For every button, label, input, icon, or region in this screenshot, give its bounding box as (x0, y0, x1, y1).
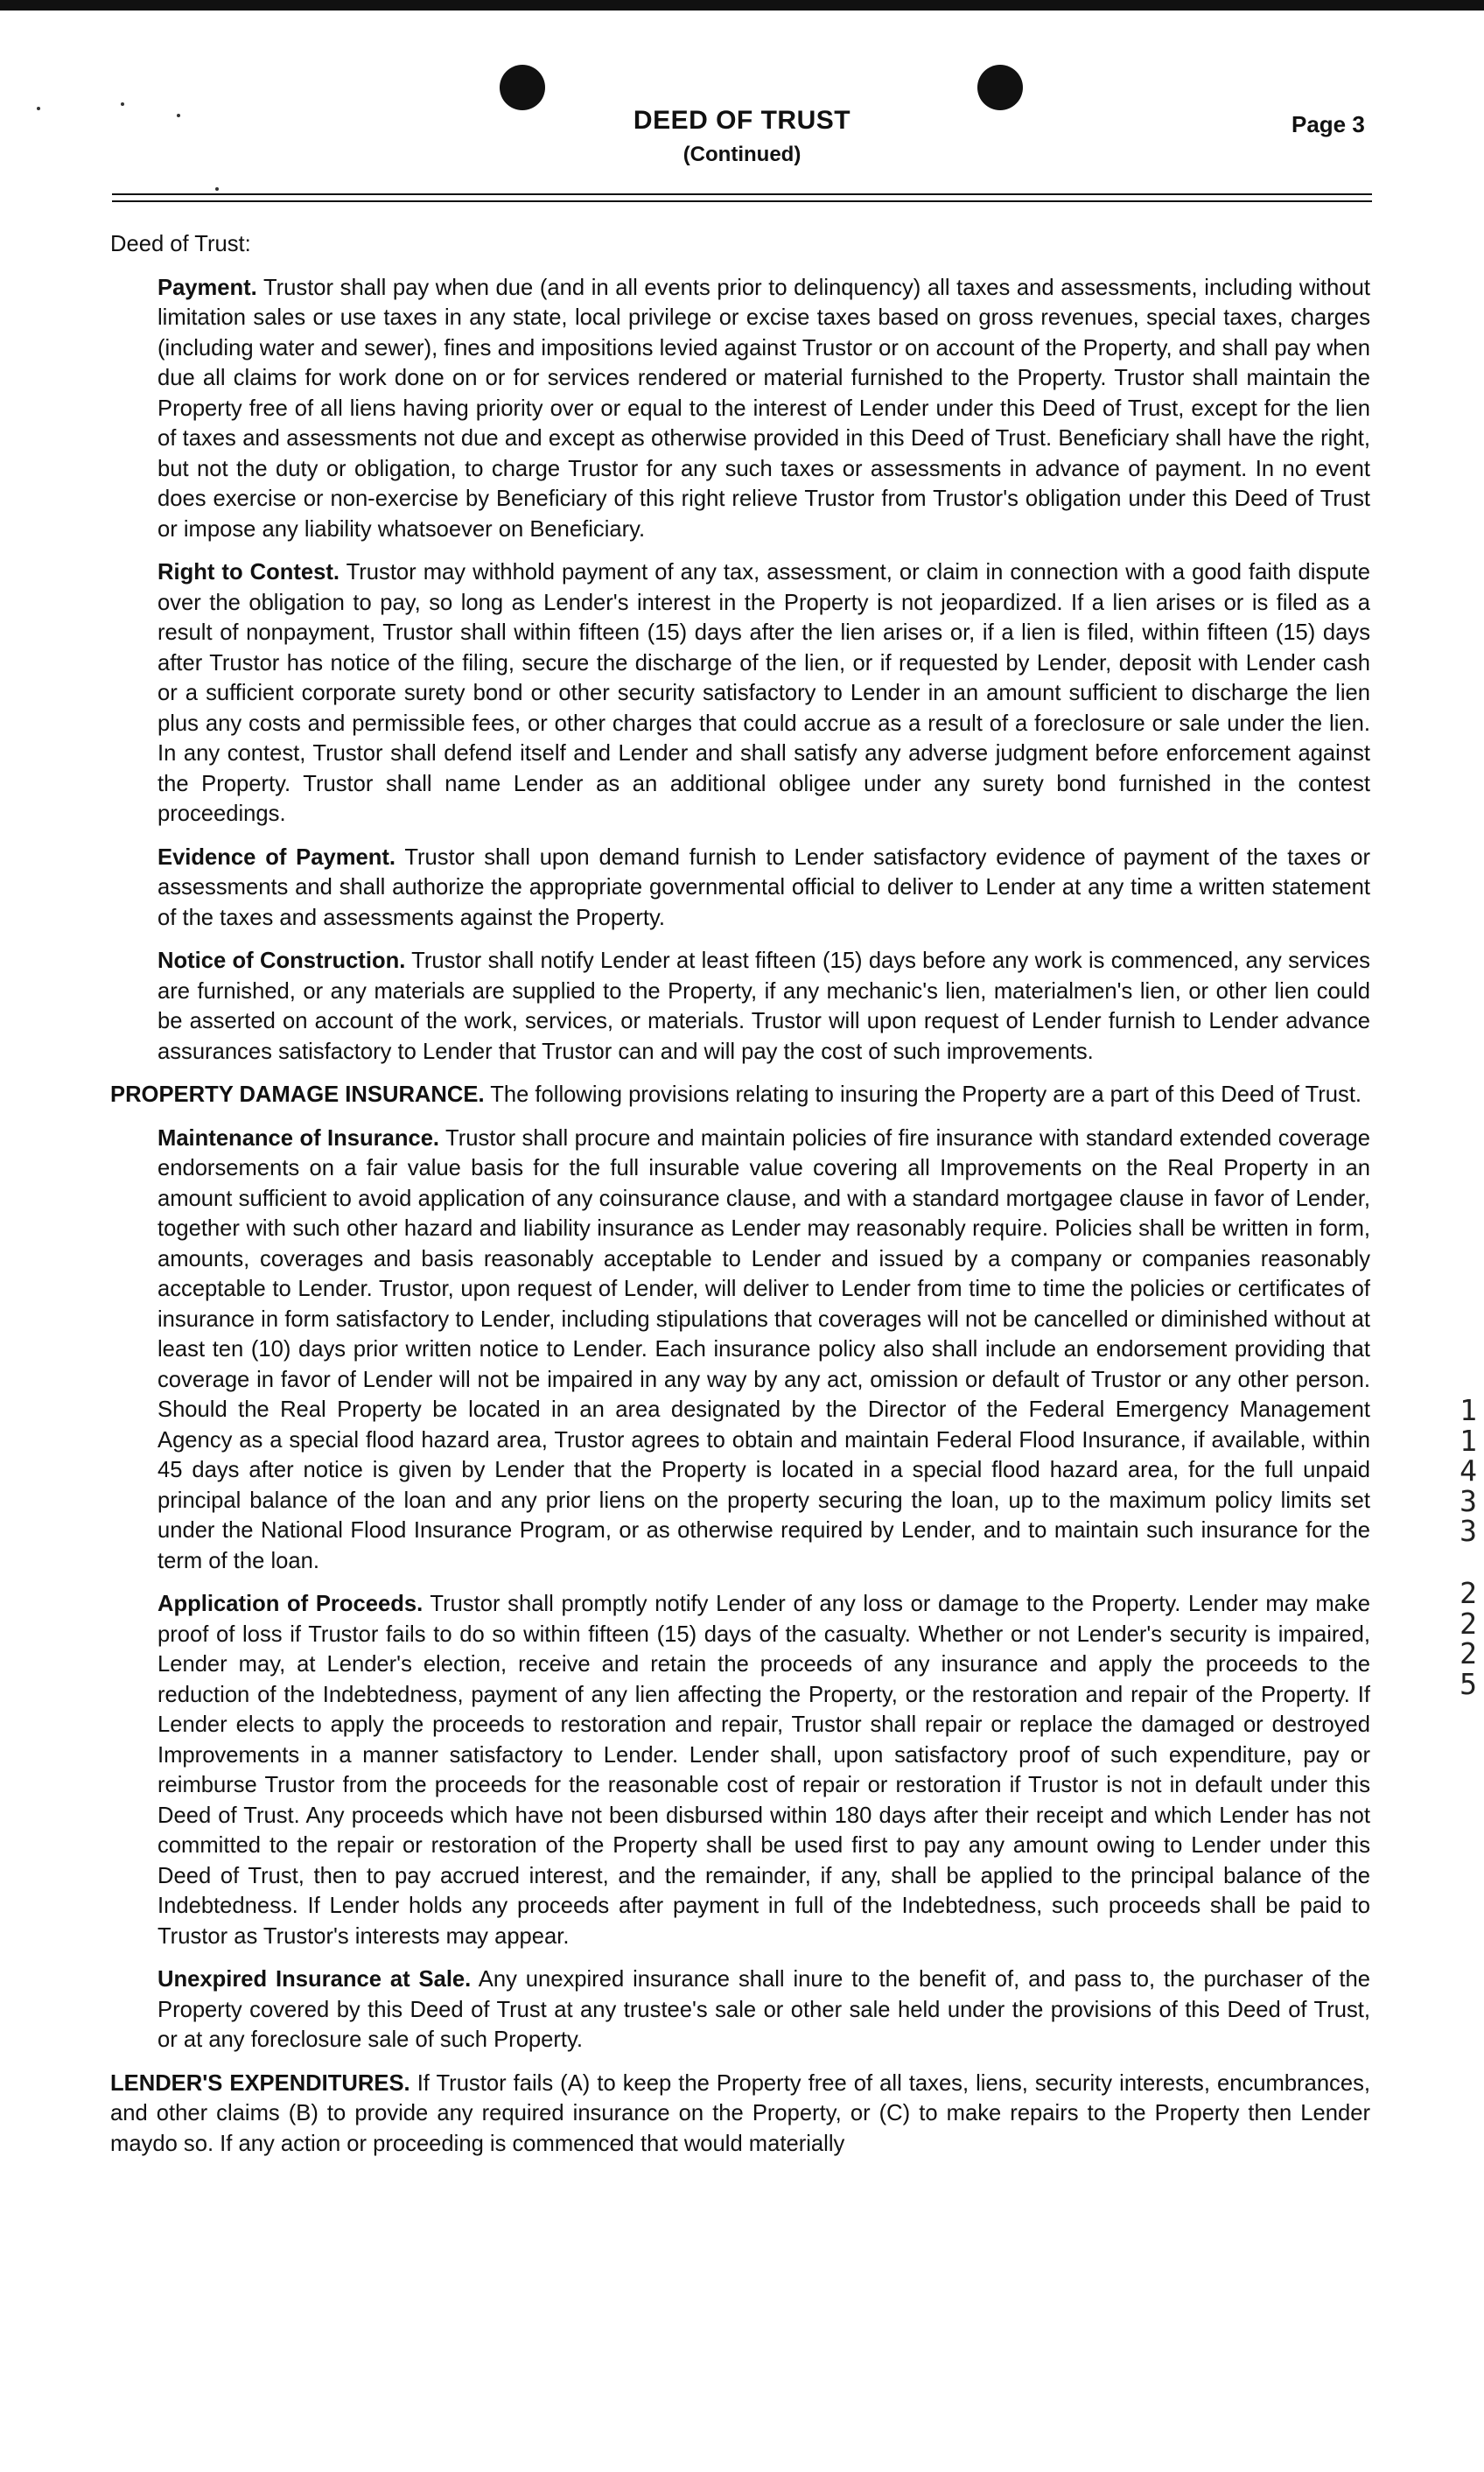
lenders-expenditures-heading: LENDER'S EXPENDITURES. (110, 2070, 410, 2096)
margin-digit: 2 (1460, 1575, 1477, 1610)
application-of-proceeds-heading: Application of Proceeds. (158, 1592, 424, 1616)
margin-digit: 5 (1460, 1666, 1477, 1701)
margin-digit: 1 (1460, 1393, 1477, 1427)
evidence-of-payment-text: Trustor shall upon demand furnish to Lender satisfactory evidence of payment of the taxes or assessments and shall authorize the appropriate governmental official to deliver to Lender at any time a written statement of the taxes and assessments against the Property. (158, 844, 1370, 930)
page-number: Page 3 (1292, 111, 1365, 137)
notice-of-construction-heading: Notice of Construction. (158, 949, 406, 973)
unexpired-insurance-paragraph (158, 1964, 1370, 2055)
notice-of-construction-text: Trustor shall notify Lender at least fifteen (15) days before any work is commenced, any services are furnished, or any materials are supplied to the Property, if any mechanic's lien, materialmen's lien, or other lien could be asserted on account of the work, services, or materials. Trustor will upon request of Lender furnish to Lender advance assurances satisfactory to Lender that Trustor can and will pay the cost of such improvements. (158, 949, 1370, 1064)
payment-paragraph (158, 273, 1370, 545)
property-damage-insurance-text: The following provisions relating to insuring the Property are a part of this Deed of Trust. (490, 1082, 1362, 1107)
application-of-proceeds-text: Trustor shall promptly notify Lender of any loss or damage to the Property. Lender may make proof of loss if Trustor fails to do so within fifteen (15) days of the casualty. Whether or not Lender's security is impaired, Lender may, at Lender's election, receive and retain the proceeds of any insurance and apply the proceeds to the reduction of the Indebtedness, payment of any lien affecting the Property, or the restoration and repair of the Property. If Lender elects to apply the proceeds to restoration and repair, Trustor shall repair or replace the damaged or destroyed Improvements in a manner satisfactory to Lender. Lender shall, upon satisfactory proof of such expenditure, pay or reimburse Trustor from the proceeds for the reasonable cost of repair or restoration if Trustor is not in default under this Deed of Trust. Any proceeds which have not been disbursed within 180 days after their receipt and which Lender has not committed to the repair or restoration of the Property shall be used first to pay any amount owing to Lender under this Deed of Trust, then to pay accrued interest, and the remainder, if any, shall be applied to the principal balance of the Indebtedness. If Lender holds any proceeds after payment in full of the Indebtedness, such proceeds shall be paid to Trustor as Trustor's interests may appear. (158, 1592, 1370, 1949)
evidence-of-payment-paragraph (158, 843, 1370, 934)
intro-line: Deed of Trust: (110, 232, 251, 256)
document-subtitle: (Continued) (682, 143, 802, 166)
margin-digit: 2 (1460, 1636, 1477, 1671)
margin-document-number (1458, 1393, 1479, 1701)
right-to-contest-paragraph (158, 557, 1370, 830)
right-to-contest-text: Trustor may withhold payment of any tax, assessment, or claim in connection with a good faith dispute over the obligation to pay, so long as Lender's interest in the Property is not jeopardized. If a lien arises or is filed as a result of nonpayment, Trustor shall within fifteen (15) days after the lien arises or, if a lien is filed, within fifteen (15) days after Trustor has notice of the filing, secure the discharge of the lien, or if requested by Lender, deposit with Lender cash or a sufficient corporate surety bond or other security satisfactory to Lender in an amount sufficient to discharge the lien plus any costs and permissible fees, or other charges that could accrue as a result of a foreclosure or sale under the lien. In any contest, Trustor shall defend itself and Lender and shall satisfy any adverse judgment before enforcement against the Property. Trustor shall name Lender as an additional obligee under any surety bond furnished in the contest proceedings. (158, 560, 1370, 826)
property-damage-insurance-heading: PROPERTY DAMAGE INSURANCE. (110, 1082, 485, 1107)
document-body (110, 229, 1370, 2159)
evidence-of-payment-heading: Evidence of Payment. (158, 844, 396, 870)
margin-digit: 4 (1460, 1453, 1477, 1488)
unexpired-insurance-text: Any unexpired insurance shall inure to the benefit of, and pass to, the purchaser of the Property covered by this Deed of Trust at any trustee's sale or other sale held under the provisions of this Deed of Trust, or at any foreclosure sale of such Property. (158, 1967, 1370, 2052)
margin-digit: 3 (1460, 1514, 1477, 1549)
scan-speck (215, 187, 219, 191)
maintenance-of-insurance-paragraph (158, 1124, 1370, 1577)
margin-digit: 1 (1460, 1423, 1477, 1458)
lenders-expenditures-text: If Trustor fails (A) to keep the Property free of all taxes, liens, security interests, encumbrances, and other claims (B) to provide any required insurance on the Property, or (C) to make repairs to the Property then Lender maydo so. If any action or proceeding is commenced that would materially (110, 2070, 1370, 2156)
header-rule-top (112, 193, 1372, 195)
maintenance-of-insurance-heading: Maintenance of Insurance. (158, 1125, 440, 1151)
punch-hole-left (500, 65, 545, 110)
payment-heading: Payment. (158, 275, 257, 300)
payment-text: Trustor shall pay when due (and in all events prior to delinquency) all taxes and assessments, including without limitation sales or use taxes in any state, local privilege or excise taxes based on gross revenues, special taxes, charges (including water and sewer), fines and impositions levied against Trustor or on account of the Property, and shall pay when due all claims for work done on or for services rendered or material furnished to the Property. Trustor shall maintain the Property free of all liens having priority over or equal to the interest of Lender under this Deed of Trust, except for the lien of taxes and assessments not due and except as otherwise provided in this Deed of Trust. Beneficiary shall have the right, but not the duty or obligation, to charge Trustor for any such taxes or assessments in advance of payment. In no event does exercise or non-exercise by Beneficiary of this right relieve Trustor from Trustor's obligation under this Deed of Trust or impose any liability whatsoever on Beneficiary. (158, 275, 1370, 542)
notice-of-construction-paragraph (158, 946, 1370, 1067)
margin-spacer (1458, 1547, 1479, 1579)
margin-digit: 3 (1460, 1483, 1477, 1518)
margin-digit: 2 (1460, 1606, 1477, 1641)
right-to-contest-heading: Right to Contest. (158, 560, 340, 585)
document-title: DEED OF TRUST (633, 106, 851, 135)
header-rule-bottom (112, 200, 1372, 202)
maintenance-of-insurance-text: Trustor shall procure and maintain policies of fire insurance with standard extended coverage endorsements on a fair value basis for the full insurable value covering all Improvements on the Real Property in an amount sufficient to avoid application of any coinsurance clause, and with a standard mortgagee clause in favor of Lender, together with such other hazard and liability insurance as Lender may reasonably require. Policies shall be written in form, amounts, coverages and basis reasonably acceptable to Lender and issued by a company or companies reasonably acceptable to Lender. Trustor, upon request of Lender, will deliver to Lender from time to time the policies or certificates of insurance in form satisfactory to Lender, including stipulations that coverages will not be cancelled or diminished without at least ten (10) days prior written notice to Lender. Each insurance policy also shall include an endorsement providing that coverage in favor of Lender will not be impaired in any way by any act, omission or default of Trustor or any other person. Should the Real Property be located in an area designated by the Director of the Federal Emergency Management Agency as a special flood hazard area, Trustor agrees to obtain and maintain Federal Flood Insurance, if available, within 45 days after notice is given by Lender that the Property is located in a special flood hazard area, for the full unpaid principal balance of the loan and any prior liens on the property securing the loan, up to the maximum policy limits set under the National Flood Insurance Program, or as otherwise required by Lender, and to maintain such insurance for the term of the loan. (158, 1125, 1370, 1573)
application-of-proceeds-paragraph (158, 1589, 1370, 1951)
unexpired-insurance-heading: Unexpired Insurance at Sale. (158, 1967, 472, 1992)
lenders-expenditures-paragraph (110, 2069, 1370, 2160)
property-damage-insurance-paragraph (110, 1080, 1370, 1110)
punch-hole-right (977, 65, 1023, 110)
scan-top-border (0, 0, 1484, 11)
